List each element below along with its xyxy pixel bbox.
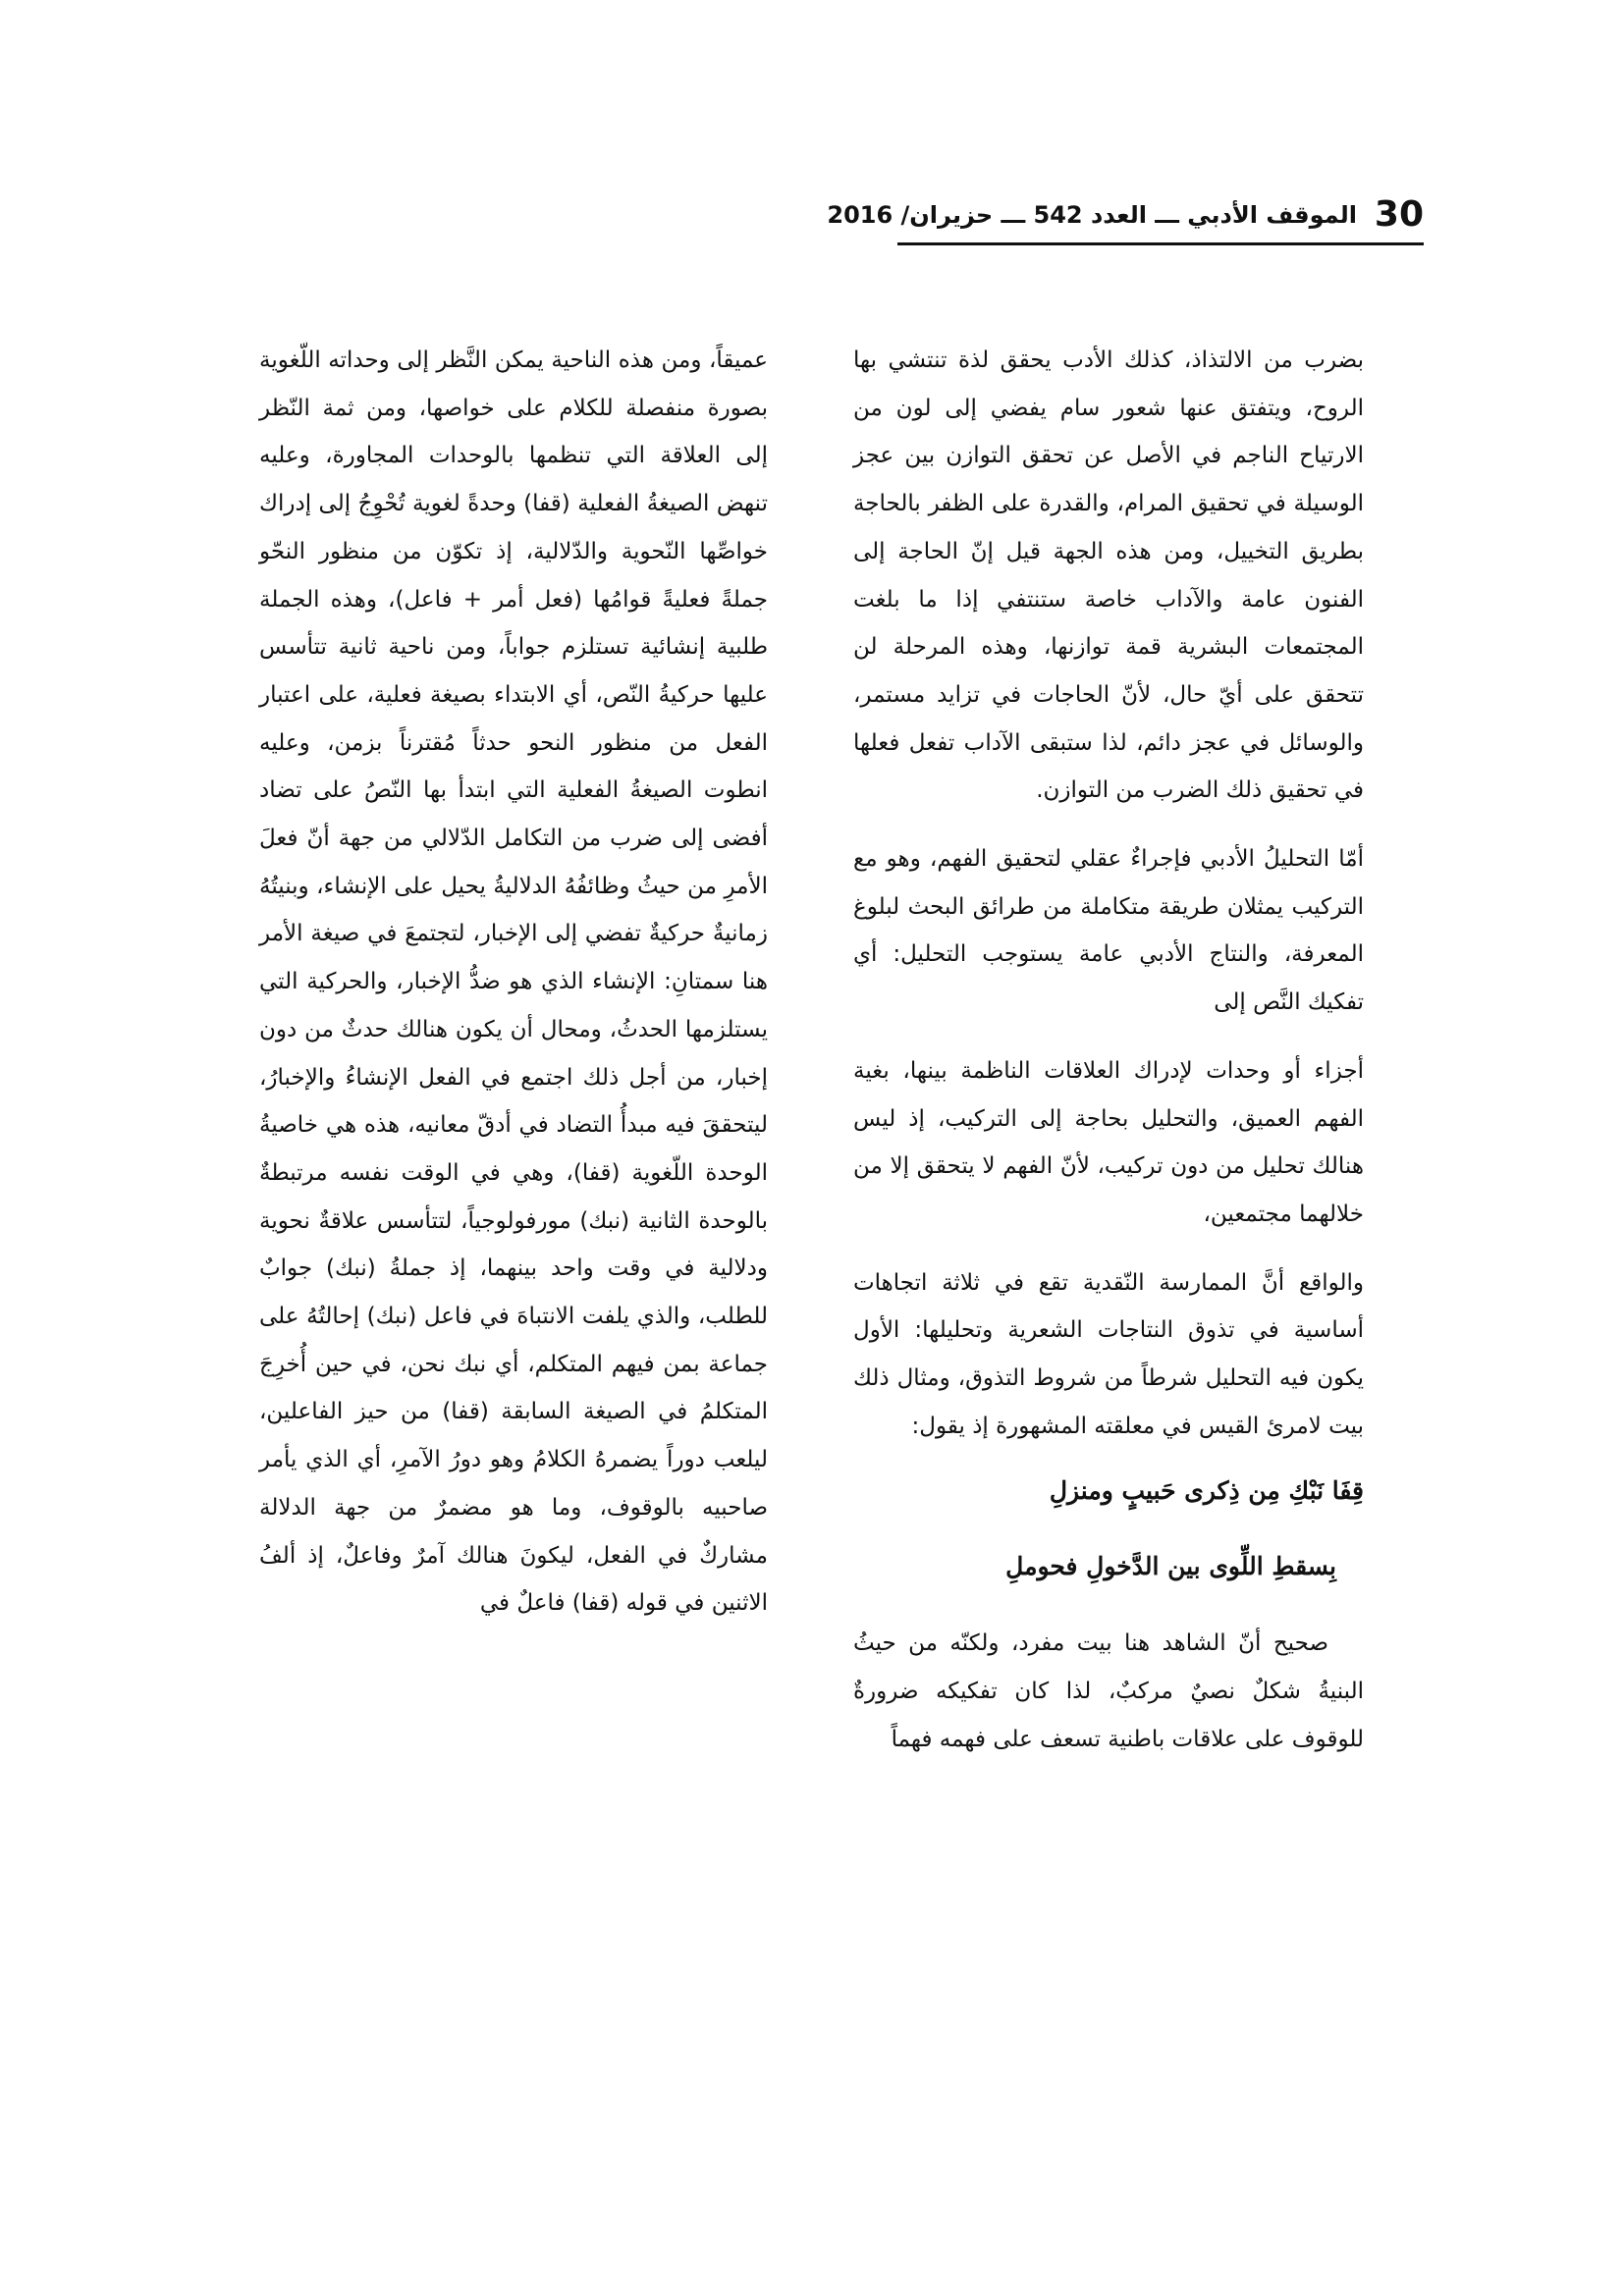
paragraph: أجزاء أو وحدات لإدراك العلاقات الناظمة بينها، بغية الفهم العميق، والتحليل بحاجة إلى التركيب، إذ ليس هنالك تحليل من دون تركيب، لأنّ الفهم لا يتحقق إلا من خلالهما مجتمعين، [853, 1057, 1364, 1227]
paragraph: أمّا التحليلُ الأدبي فإجراءٌ عقلي لتحقيق الفهم، وهو مع التركيب يمثلان طريقة متكاملة من طرائق البحث لبلوغ المعرفة، والنتاج الأدبي عامة يستوجب التحليل: أي تفكيك النَّص إلى [853, 846, 1364, 1016]
header-rule [897, 242, 1424, 245]
page-number: 30 [1374, 194, 1424, 235]
paragraph: والواقع أنَّ الممارسة النّقدية تقع في ثلاثة اتجاهات أساسية في تذوق النتاجات الشعرية وتحليلها: الأول يكون فيه التحليل شرطاً من شروط التذوق، ومثال ذلك بيت لامرئ القيس في معلقته المشهورة إذ يقول: [853, 1269, 1364, 1439]
verse-line-2: بِسقطِ اللِّوى بين الدَّخولِ فحوملِ [1005, 1552, 1336, 1581]
paragraph: عميقاً، ومن هذه الناحية يمكن النَّظر إلى وحداته اللّغوية بصورة منفصلة للكلام على خواصها، ومن ثمة النّظر إلى العلاقة التي تنظمها بالوحدات المجاورة، وعليه تنهض الصيغةُ الفعلية (قفا) وحدةً لغوية تُحْوِجُ إلى إدراك خواصِّها النّحوية والدّلالية، إذ تكوّن من منظور النحّو جملةً فعليةً قوامُها (فعل أمر + فاعل)، وهذه الجملة طلبية إنشائية تستلزم جواباً، ومن ناحية ثانية تتأسس عليها حركيةُ النّص، أي الابتداء بصيغة فعلية، على اعتبار الفعل من منظور النحو حدثاً مُقترناً بزمن، وعليه انطوت الصيغةُ الفعلية التي ابتدأ بها النّصُ على تضاد أفضى إلى ضرب من التكامل الدّلالي من جهة أنّ فعلَ الأمرِ من حيثُ وظائفُهُ الدلاليةُ يحيل على الإنشاء، وبنيتُهُ زمانيةٌ حركيةٌ تفضي إلى الإخبار، لتجتمعَ في صيغة الأمر هنا سمتانِ: الإنشاء الذي هو ضدُّ الإخبار، والحركية التي يستلزمها الحدثُ، ومحال أن يكون هنالك حدثٌ من دون إخبار، من أجل ذلك اجتمع في الفعل الإنشاءُ والإخبارُ، ليتحققَ فيه مبدأُ التضاد في أدقّ معانيه، هذه هي خاصيةُ الوحدة اللّغوية (قفا)، وهي في الوقت نفسه مرتبطةٌ بالوحدة الثانية (نبك) مورفولوجياً، لتتأسس علاقةٌ نحوية ودلالية في وقت واحد بينهما، إذ جملةُ (نبك) جوابٌ للطلب، والذي يلفت الانتباهَ في فاعل (نبك) إحالتُهُ على جماعة بمن فيهم المتكلم، أي نبك نحن، في حين أُخرِجَ المتكلمُ في الصيغة السابقة (قفا) من حيز الفاعلين، ليلعب دوراً يضمرهُ الكلامُ وهو دورُ الآمرِ، أي الذي يأمر صاحبيه بالوقوف، وما هو مضمرٌ من جهة الدلالة مشاركٌ في الفعل، ليكونَ هنالك آمرٌ وفاعلٌ، إذ ألفُ الاثنين في قوله (قفا) فاعلٌ في [259, 347, 768, 1617]
paragraph: بضرب من الالتذاذ، كذلك الأدب يحقق لذة تنتشي بها الروح، ويتفتق عنها شعور سام يفضي إلى لون من الارتياح الناجم في الأصل عن تحقق التوازن بين عجز الوسيلة في تحقيق المرام، والقدرة على الظفر بالحاجة بطريق التخييل، ومن هذه الجهة قيل إنّ الحاجة إلى الفنون عامة والآداب خاصة ستنتفي إذا ما بلغت المجتمعات البشرية قمة توازنها، وهذه المرحلة لن تتحقق على أيّ حال، لأنّ الحاجات في تزايد مستمر، والوسائل في عجز دائم، لذا ستبقى الآداب تفعل فعلها في تحقيق ذلك الضرب من التوازن. [853, 347, 1364, 804]
left-text-column [259, 337, 768, 1628]
paragraph: صحيح أنّ الشاهد هنا بيت مفرد، ولكنّه من حيثُ البنيةُ شكلٌ نصيٌ مركبٌ، لذا كان تفكيكه ضرورةٌ للوقوف على علاقات باطنية تسعف على فهمه فهماً [853, 1630, 1364, 1752]
running-header [827, 192, 1424, 245]
journal-issue-line: الموقف الأدبي ـــ العدد 542 ـــ حزيران/ 2016 [827, 201, 1357, 229]
verse-line-1: قِفَا نَبْكِ مِن ذِكرى حَبيبٍ ومنزلِ [1049, 1476, 1364, 1506]
right-text-column [853, 337, 1364, 1764]
